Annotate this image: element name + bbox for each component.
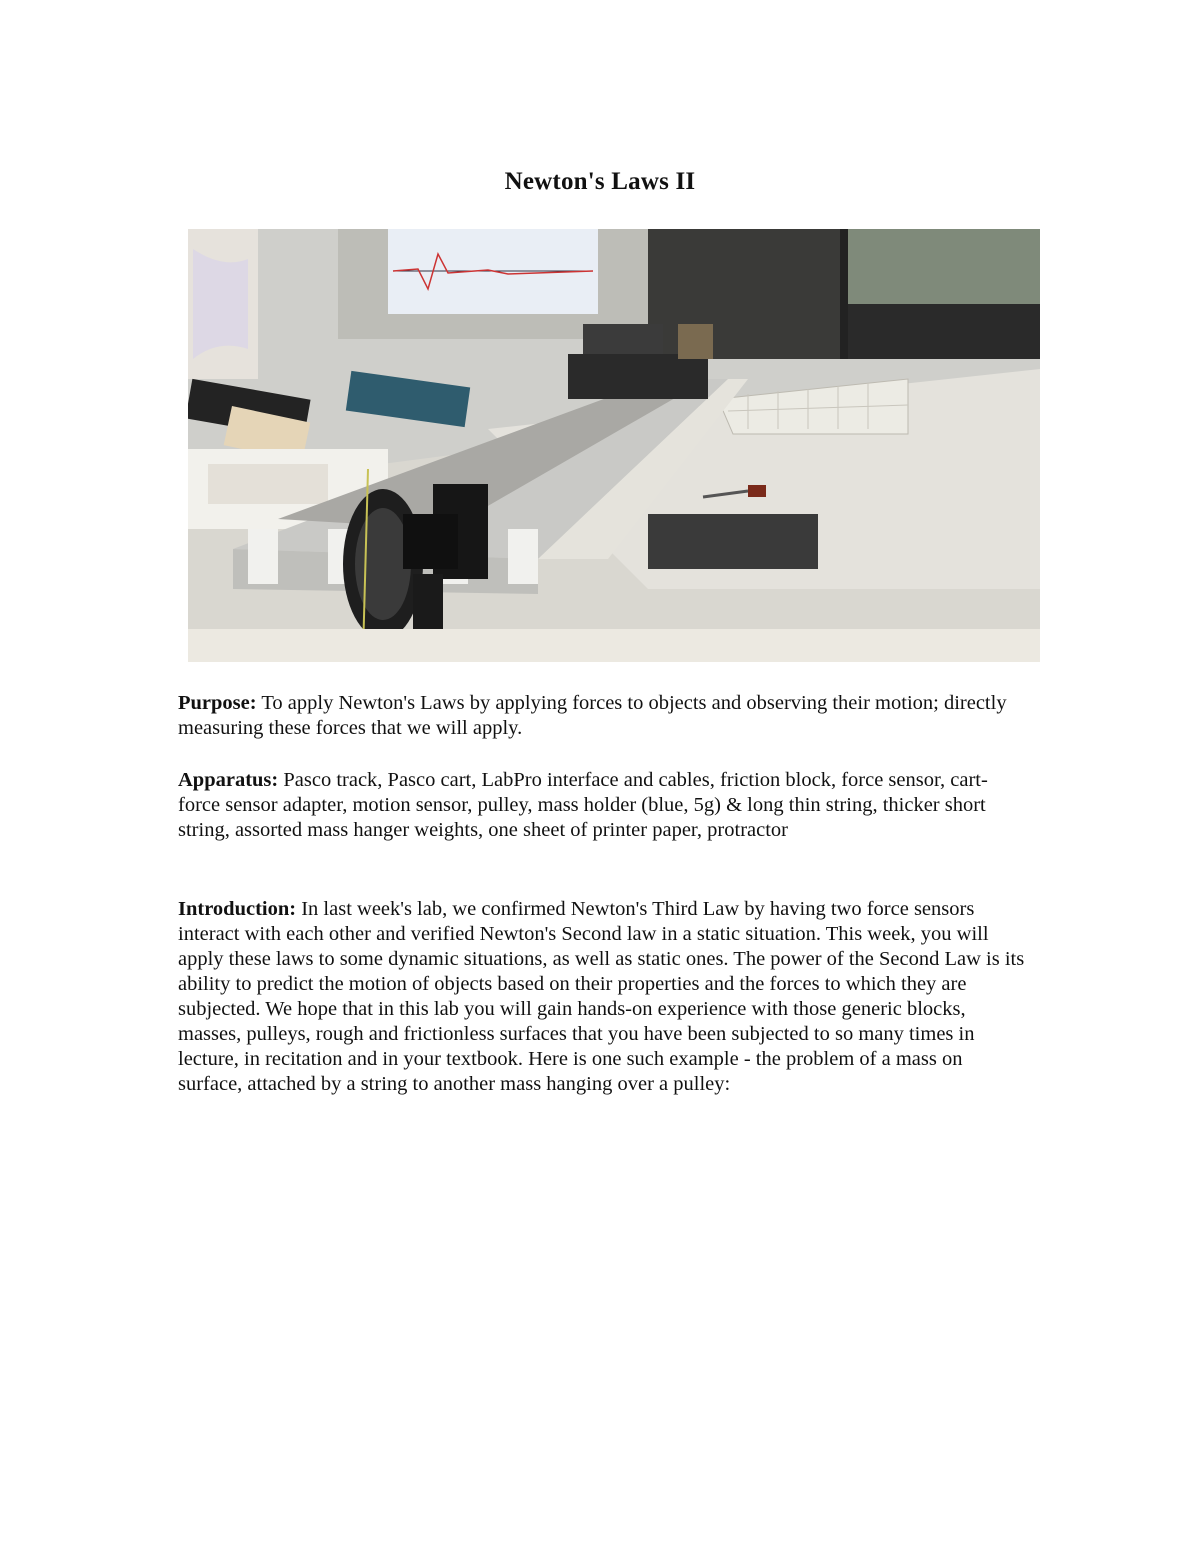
purpose-text: To apply Newton's Laws by applying forces to objects and observing their motion; directly measuring these forces that we will apply. bbox=[178, 692, 1007, 739]
introduction-paragraph bbox=[178, 897, 1028, 1097]
introduction-text: In last week's lab, we confirmed Newton's Third Law by having two force sensors interact with each other and verified Newton's Second law in a static situation. This week, you will apply these laws to some dynamic situations, as well as static ones. The power of the Second Law is its ability to predict the motion of objects based on their properties and the forces to which they are subjected. We hope that in this lab you will gain hands-on experience with those generic blocks, masses, pulleys, rough and frictionless surfaces that you have been subjected to so many times in lecture, in recitation and in your textbook. Here is one such example - the problem of a mass on surface, attached by a string to another mass hanging over a pulley: bbox=[178, 898, 1025, 1095]
apparatus-text: Pasco track, Pasco cart, LabPro interface and cables, friction block, force sensor, cart-force sensor adapter, motion sensor, pulley, mass holder (blue, 5g) & long thin string, thicker short string, assorted mass hanger weights, one sheet of printer paper, protractor bbox=[178, 769, 988, 841]
purpose-label: Purpose: bbox=[178, 692, 257, 714]
introduction-label: Introduction: bbox=[178, 898, 297, 920]
apparatus-label: Apparatus: bbox=[178, 769, 279, 791]
apparatus-paragraph bbox=[178, 768, 1028, 843]
purpose-paragraph bbox=[178, 691, 1028, 741]
lab-apparatus-photo bbox=[188, 229, 1040, 662]
page-title: Newton's Laws II bbox=[504, 168, 696, 195]
